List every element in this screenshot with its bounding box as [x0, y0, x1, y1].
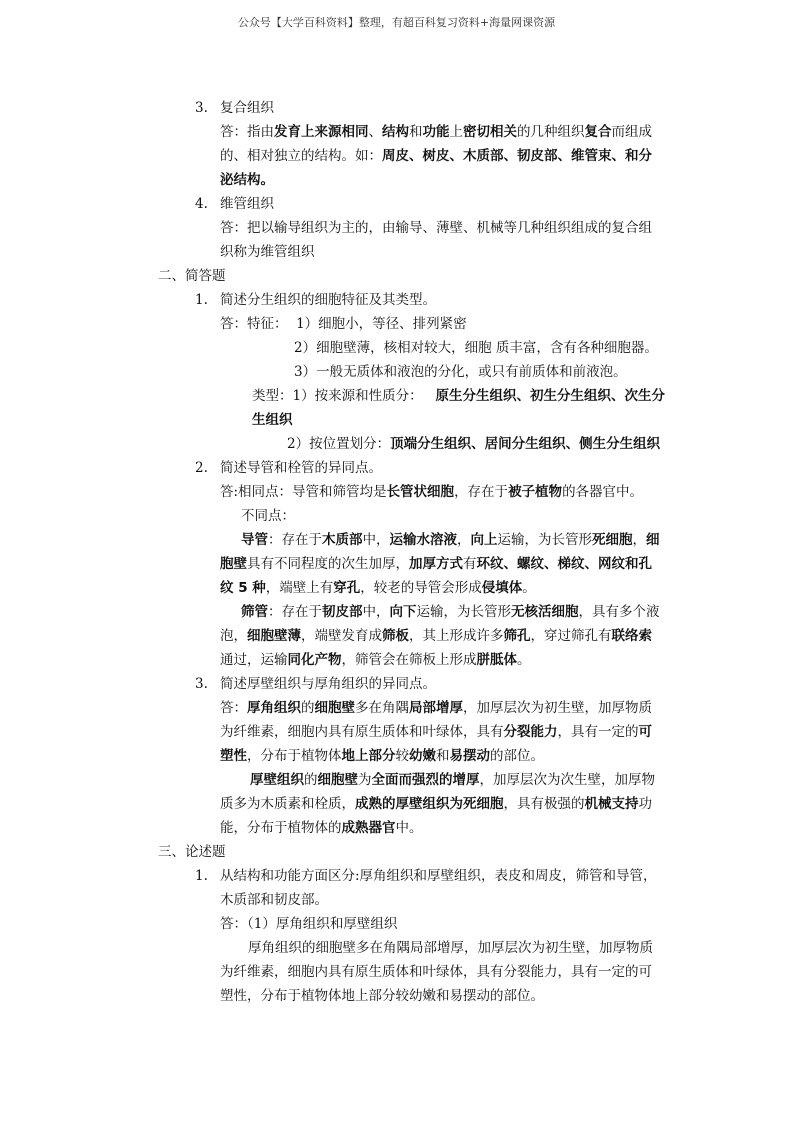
answer-line: 答：厚角组织的细胞壁多在角隅局部增厚，加厚层次为初生壁，加厚物质: [220, 700, 652, 716]
item-number: 3.: [195, 100, 208, 116]
answer-line: 胞壁具有不同程度的次生加厚，加厚方式有环纹、螺纹、梯纹、网纹和孔: [220, 556, 652, 572]
answer-line: 为纤维素，细胞内具有原生质体和叶绿体，具有分裂能力，具有一定的可: [220, 964, 652, 980]
answer-line: 塑性，分布于植物体地上部分较幼嫩和易摆动的部位。: [220, 748, 544, 764]
section-title: 三、论述题: [158, 844, 226, 860]
answer-line: 答：（1）厚角组织和厚壁组织: [220, 916, 398, 932]
answer-line: 的、相对独立的结构。如：周皮、树皮、木质部、韧皮部、维管束、和分: [220, 148, 652, 164]
answer-line: 泌结构。: [220, 172, 274, 188]
item-title: 维管组织: [220, 196, 274, 212]
question-title: 木质部和韧皮部。: [220, 892, 328, 908]
answer-line: 答：特征： 1）细胞小，等径、排列紧密: [220, 316, 467, 332]
answer-line: 织称为维管组织: [220, 244, 315, 260]
answer-line: 能，分布于植物体的成熟器官中。: [220, 820, 423, 836]
section-title: 二、简答题: [158, 268, 226, 284]
answer-line: 塑性，分布于植物体地上部分较幼嫩和易摆动的部位。: [220, 988, 544, 1004]
question-title: 简述导管和栓管的异同点。: [220, 460, 382, 476]
item-title: 复合组织: [220, 100, 274, 116]
answer-line: 生组织: [252, 412, 293, 428]
question-title: 简述分生组织的细胞特征及其类型。: [220, 292, 436, 308]
page-header: 公众号【大学百科资料】整理，有超百科复习资料+海量网课资源: [237, 16, 556, 29]
answer-line: 厚角组织的细胞壁多在角隅局部增厚，加厚层次为初生壁，加厚物质: [248, 940, 653, 956]
question-title: 从结构和功能方面区分:厚角组织和厚壁组织，表皮和周皮，筛管和导管，: [220, 868, 657, 884]
question-number: 3.: [195, 676, 208, 692]
answer-line: 不同点：: [241, 508, 295, 524]
question-number: 1.: [195, 868, 208, 884]
answer-line: 3）一般无质体和液泡的分化，或只有前质体和前液泡。: [294, 364, 627, 380]
answer-line: 通过，运输同化产物，筛管会在筛板上形成胼胝体。: [220, 652, 531, 668]
answer-line: 类型：1）按来源和性质分： 原生分生组织、初生分生组织、次生分: [252, 388, 665, 404]
answer-line: 答：指由发育上来源相同、结构和功能上密切相关的几种组织复合而组成: [220, 124, 652, 140]
question-number: 2.: [195, 460, 208, 476]
question-number: 1.: [195, 292, 208, 308]
answer-line: 厚壁组织的细胞壁为全面而强烈的增厚，加厚层次为次生壁，加厚物: [250, 772, 655, 788]
answer-line: 2）细胞壁薄，核相对较大，细胞 质丰富，含有各种细胞器。: [294, 340, 658, 356]
answer-line: 纹 5 种，端壁上有穿孔，较老的导管会形成侵填体。: [220, 580, 536, 596]
answer-line: 答：把以输导组织为主的，由输导、薄壁、机械等几种组织组成的复合组: [220, 220, 652, 236]
answer-line: 2）按位置划分：顶端分生组织、居间分生组织、侧生分生组织: [287, 436, 661, 452]
answer-line: 导管：存在于木质部中，运输水溶液，向上运输，为长管形死细胞，细: [241, 532, 660, 548]
answer-line: 泡，细胞壁薄，端壁发育成筛板，其上形成许多筛孔，穿过筛孔有联络索: [220, 628, 652, 644]
item-number: 4.: [195, 196, 208, 212]
answer-line: 为纤维素，细胞内具有原生质体和叶绿体，具有分裂能力，具有一定的可: [220, 724, 652, 740]
answer-line: 筛管：存在于韧皮部中，向下运输，为长管形无核活细胞，具有多个液: [241, 604, 660, 620]
answer-line: 质多为木质素和栓质，成熟的厚壁组织为死细胞，具有极强的机械支持功: [220, 796, 652, 812]
question-title: 简述厚壁组织与厚角组织的异同点。: [220, 676, 436, 692]
answer-line: 答:相同点：导管和筛管均是长管状细胞，存在于被子植物的各器官中。: [220, 484, 644, 500]
